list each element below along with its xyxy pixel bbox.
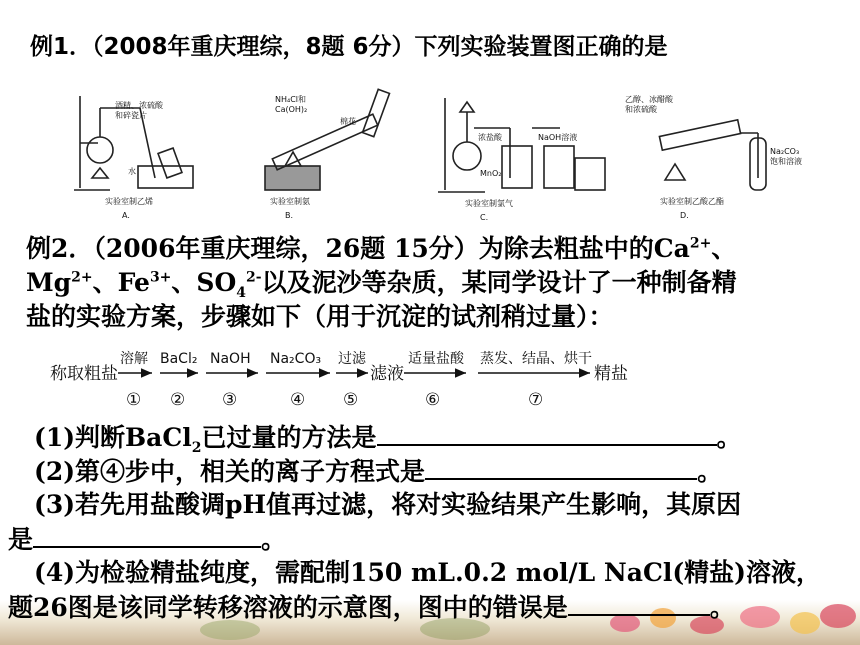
caption-a: 实验室制乙烯 <box>105 197 153 206</box>
fe-symbol: 、Fe <box>92 268 150 297</box>
fe-charge: 3+ <box>149 269 172 286</box>
flower-decoration <box>740 606 780 628</box>
q3-answer-blank[interactable] <box>33 524 261 548</box>
label-d1: 乙醇、冰醋酸 <box>625 95 673 104</box>
q4-end: 。 <box>709 593 735 622</box>
q1-answer-blank[interactable] <box>377 422 717 446</box>
step-5: ⑤ <box>343 390 359 410</box>
reagent-5: 过滤 <box>338 351 366 367</box>
letter-a: A. <box>122 211 130 220</box>
ex2-text-2: 以及泥沙等杂质，某同学设计了一种制备精 <box>261 268 737 297</box>
q3-text-b: 是 <box>8 525 34 554</box>
q2-text: (2)第④步中，相关的离子方程式是 <box>34 457 426 486</box>
mg-symbol: Mg <box>26 268 72 297</box>
process-flow <box>0 335 860 415</box>
q1-end: 。 <box>716 423 742 452</box>
apparatus-figure <box>70 88 802 233</box>
label-b3: 棉花 <box>340 117 356 126</box>
q1-text-a: (1)判断BaCl <box>34 423 192 452</box>
step-2: ② <box>170 390 186 410</box>
label-b1: NH₄Cl和 <box>275 95 307 104</box>
q1-text-b: 已过量的方法是 <box>201 423 377 452</box>
q2-end: 。 <box>697 457 723 486</box>
label-a2: 和碎瓷片 <box>115 111 147 120</box>
letter-c: C. <box>480 213 489 222</box>
q2-answer-blank[interactable] <box>425 456 697 480</box>
ca-charge: 2+ <box>689 235 712 252</box>
reagent-2: BaCl₂ <box>160 351 198 367</box>
question-1 <box>34 422 742 456</box>
question-3: (3)若先用盐酸调pH值再过滤，将对实验结果产生影响，其原因 <box>34 490 742 519</box>
label-b2: Ca(OH)₂ <box>275 105 308 114</box>
example2-line3: 盐的实验方案，步骤如下（用于沉淀的试剂稍过量）： <box>26 302 614 331</box>
reagent-1: 溶解 <box>120 351 148 367</box>
flow-end: 精盐 <box>594 364 628 384</box>
example1-title: 例1．（2008年重庆理综，8题 6分）下列实验装置图正确的是 <box>30 34 668 60</box>
apparatus-d <box>659 120 766 190</box>
label-d2: 和浓硫酸 <box>625 105 657 114</box>
question-2 <box>34 456 722 487</box>
reagent-3: NaOH <box>210 351 251 367</box>
step-4: ④ <box>290 390 306 410</box>
label-d4: 饱和溶液 <box>770 157 802 166</box>
step-1: ① <box>126 390 142 410</box>
question-3-cont <box>8 524 286 555</box>
reagent-4: Na₂CO₃ <box>270 351 322 367</box>
step-3: ③ <box>222 390 238 410</box>
reagent-6: 适量盐酸 <box>408 351 464 367</box>
question-4: (4)为检验精盐纯度，需配制150 mL.0.2 mol/L NaCl(精盐)溶液， <box>34 558 822 587</box>
flow-mid: 滤液 <box>370 364 404 384</box>
question-4-cont <box>8 592 735 623</box>
so-charge: 2- <box>246 269 262 286</box>
label-a1: 酒精、浓硫酸 <box>115 101 163 110</box>
label-a3: 水 <box>128 167 136 176</box>
flower-decoration <box>790 612 820 634</box>
label-d3: Na₂CO₃ <box>770 147 800 156</box>
caption-c: 实验室制氯气 <box>465 199 513 208</box>
step-6: ⑥ <box>425 390 441 410</box>
step-7: ⑦ <box>528 390 544 410</box>
caption-b: 实验室制氨 <box>270 197 310 206</box>
ex2-text-1: 例2．（2006年重庆理综，26题 15分）为除去粗盐中的Ca <box>26 234 690 263</box>
mg-charge: 2+ <box>71 269 93 286</box>
caption-d: 实验室制乙酸乙酯 <box>660 197 724 206</box>
flower-decoration <box>200 620 260 640</box>
q1-subscript: 2 <box>191 440 202 456</box>
example2-line1 <box>26 234 736 264</box>
label-c1: 浓盐酸 <box>478 133 502 142</box>
ex2-text-1-end: 、 <box>711 234 737 263</box>
reagent-7: 蒸发、结晶、烘干 <box>480 351 592 367</box>
letter-b: B. <box>285 211 294 220</box>
so-symbol: 、SO <box>171 268 237 297</box>
label-c3: NaOH溶液 <box>538 133 578 142</box>
flow-start: 称取粗盐 <box>50 364 118 384</box>
q4-text-b: 题26图是该同学转移溶液的示意图，图中的错误是 <box>8 593 568 622</box>
q3-end: 。 <box>261 525 287 554</box>
label-c2: MnO₂ <box>480 169 502 178</box>
apparatus-c <box>438 98 605 192</box>
flower-decoration <box>820 604 856 628</box>
letter-d: D. <box>680 211 689 220</box>
q4-answer-blank[interactable] <box>568 592 710 616</box>
example2-line2 <box>26 268 737 301</box>
so-subscript: 4 <box>236 285 247 301</box>
